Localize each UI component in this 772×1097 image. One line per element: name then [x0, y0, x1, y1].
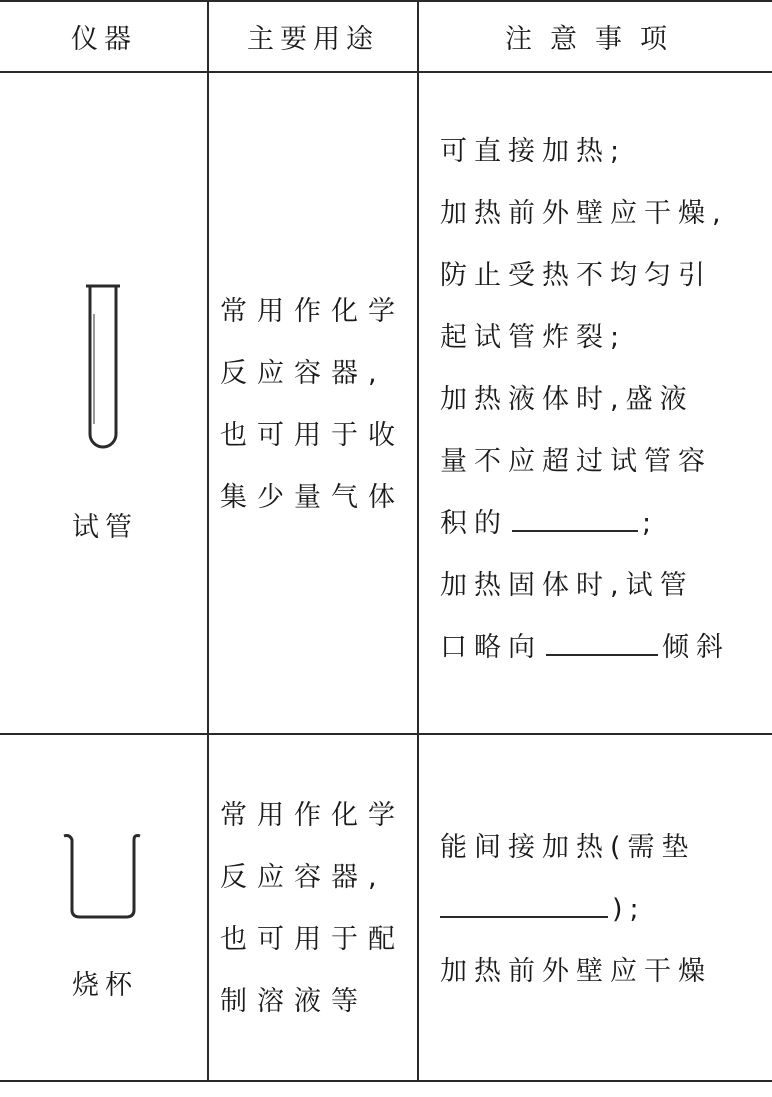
note-line: 加热固体时,试管: [440, 570, 694, 601]
note-line: 加热液体时,盛液: [440, 384, 694, 415]
notes-test-tube: [440, 121, 760, 679]
note-line-with-blank: [440, 617, 760, 679]
answer-blank-volume: [512, 496, 638, 532]
note-line-with-blank: [440, 879, 760, 941]
note-line: 能间接加热(需垫: [440, 832, 696, 863]
usage-line: 常用作化学: [220, 800, 405, 831]
note-line: 加热前外壁应干燥,: [440, 198, 728, 229]
header-instrument: 仪器: [71, 23, 137, 55]
note-line: 可直接加热;: [440, 136, 627, 167]
usage-beaker: [220, 785, 410, 1033]
table-bottom-border: [0, 1080, 772, 1082]
header-usage: 主要用途: [247, 23, 379, 55]
note-text: );: [612, 894, 646, 925]
row-divider: [0, 733, 772, 735]
note-text: ;: [642, 508, 659, 539]
note-line-with-blank: [440, 493, 760, 555]
instrument-name-beaker: 烧杯: [72, 970, 138, 1001]
instrument-name-test-tube: 试管: [72, 512, 138, 543]
column-divider-1: [207, 0, 209, 1082]
beaker-icon: [62, 832, 144, 920]
usage-line: 集少量气体: [220, 482, 405, 513]
answer-blank-gauze: [440, 882, 608, 918]
usage-test-tube: [220, 281, 410, 529]
note-line: 防止受热不均匀引: [440, 260, 712, 291]
note-text: 倾斜: [662, 632, 730, 663]
column-divider-2: [417, 0, 419, 1082]
note-line: 量不应超过试管容: [440, 446, 712, 477]
usage-line: 也可用于配: [220, 924, 405, 955]
note-line: 起试管炸裂;: [440, 322, 627, 353]
header-notes: 注意事项: [505, 23, 685, 55]
note-text: 口略向: [440, 632, 542, 663]
usage-line: 也可用于收: [220, 420, 405, 451]
notes-beaker: [440, 817, 760, 1003]
note-line: 加热前外壁应干燥: [440, 956, 712, 987]
answer-blank-direction: [546, 620, 658, 656]
test-tube-icon: [82, 284, 126, 462]
usage-line: 反应容器,: [220, 862, 387, 893]
usage-line: 制溶液等: [220, 986, 368, 1017]
usage-line: 常用作化学: [220, 296, 405, 327]
usage-line: 反应容器,: [220, 358, 387, 389]
note-text: 积的: [440, 508, 508, 539]
